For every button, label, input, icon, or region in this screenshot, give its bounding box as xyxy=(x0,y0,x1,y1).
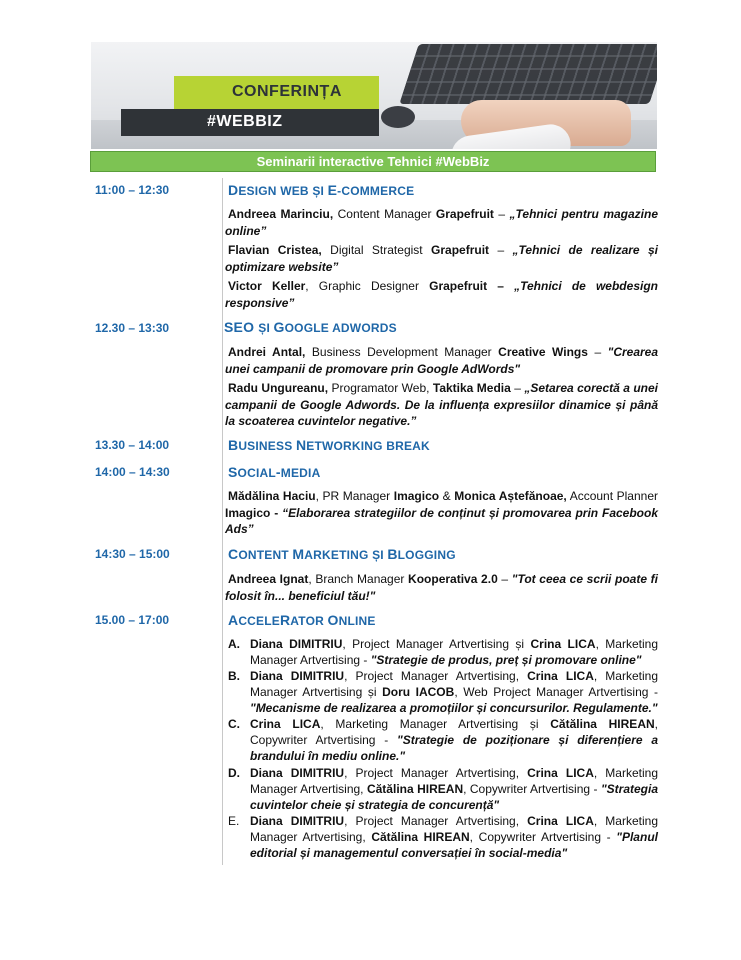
column-divider xyxy=(222,178,223,865)
session-time: 12.30 – 13:30 xyxy=(95,321,170,335)
session-title: BUSINESS NETWORKING BREAK xyxy=(228,437,430,453)
section-title-bar xyxy=(90,151,656,172)
talk-item: Mădălina Haciu, PR Manager Imagico & Monica Aștefănoae, Account Planner Imagico - “Elaborarea strategiilor de conținut și promovarea prin Facebook Ads” xyxy=(225,489,659,536)
session-time: 15.00 – 17:00 xyxy=(95,613,170,627)
list-item: D. Diana DIMITRIU, Project Manager Artvertising, Crina LICA, Marketing Manager Artvertising, Cătălina HIREAN, Copywriter Artvertising - "Strategia cuvintelor cheie și strategia de concurență" xyxy=(228,766,658,812)
hashtag-box xyxy=(121,109,379,136)
conference-label-box xyxy=(174,76,379,109)
list-item: B. Diana DIMITRIU, Project Manager Artvertising, Crina LICA, Marketing Manager Artvertising și Doru IACOB, Web Project Manager Artvertising - "Mecanisme de realizarea a promoțiilor și concursurilor. Regulamente." xyxy=(228,669,658,715)
talk-item: Radu Ungureanu, Programator Web, Taktika Media – „Setarea corectă a unei campanii de Google Adwords. De la influența expresiilor dinamice și până la scoaterea cuvintelor negative.” xyxy=(225,381,658,428)
header-banner xyxy=(91,42,657,149)
session-title: SOCIAL-MEDIA xyxy=(228,464,321,480)
keyboard-image xyxy=(399,44,657,104)
talk-item: Flavian Cristea, Digital Strategist Grapefruit – „Tehnici de realizare și optimizare website” xyxy=(225,243,659,274)
session-time: 14:00 – 14:30 xyxy=(95,465,170,479)
mouse-image xyxy=(381,106,415,128)
session-time: 13.30 – 14:00 xyxy=(95,438,170,452)
list-item: A. Diana DIMITRIU, Project Manager Artvertising și Crina LICA, Marketing Manager Artvertising - "Strategie de produs, preț și promovare online" xyxy=(228,637,658,667)
list-item: C. Crina LICA, Marketing Manager Artvertising și Cătălina HIREAN, Copywriter Artvertising - "Strategie de poziționare și diferențiere a brandului în mediu online." xyxy=(228,717,658,763)
session-title: CONTENT MARKETING ȘI BLOGGING xyxy=(228,546,456,562)
session-title: ACCELERATOR ONLINE xyxy=(228,612,376,628)
section-title: Seminarii interactive Tehnici #WebBiz xyxy=(256,154,490,169)
list-item: E. Diana DIMITRIU, Project Manager Artvertising, Crina LICA, Marketing Manager Artvertising, Cătălina HIREAN, Copywriter Artvertising - "Planul editorial și managementul conversației în social-media" xyxy=(228,814,658,860)
session-time: 14:30 – 15:00 xyxy=(95,547,170,561)
conference-label: CONFERINȚA xyxy=(232,83,342,100)
hashtag-label: #WEBBIZ xyxy=(207,113,283,130)
session-time: 11:00 – 12:30 xyxy=(95,183,170,197)
talk-item: Andrei Antal, Business Development Manager Creative Wings – "Crearea unei campanii de promovare prin Google AdWords" xyxy=(225,345,659,376)
session-title: DESIGN WEB ȘI E-COMMERCE xyxy=(228,182,415,198)
hand-image xyxy=(461,100,631,146)
session-title: SEO ȘI GOOGLE ADWORDS xyxy=(224,319,397,335)
talk-item: Victor Keller, Graphic Designer Grapefruit – „Tehnici de webdesign responsive” xyxy=(225,279,658,310)
talk-item: Andreea Marinciu, Content Manager Grapefruit – „Tehnici pentru magazine online” xyxy=(225,207,658,238)
talk-item: Andreea Ignat, Branch Manager Kooperativa 2.0 – "Tot ceea ce scrii poate fi folosit în... beneficiul tău!" xyxy=(225,572,659,603)
